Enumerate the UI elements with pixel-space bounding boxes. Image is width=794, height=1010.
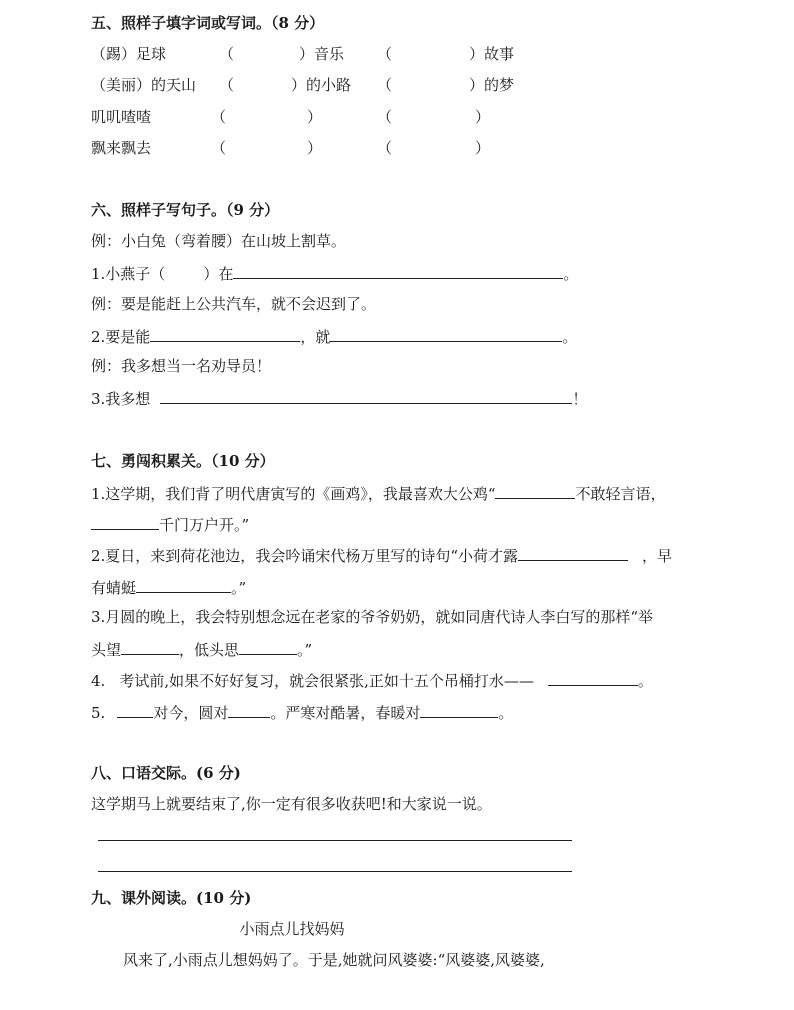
q1-prefix: 1.小燕子（: [91, 265, 166, 283]
q7-4-num: 4.: [91, 672, 106, 690]
q7-4-end: 。: [637, 672, 653, 690]
row3-b-close: ）: [307, 108, 323, 126]
section7-q1-line2: [91, 513, 754, 535]
section7-q3-line2: [91, 638, 754, 660]
q2-prefix: 2.要是能: [91, 328, 151, 346]
q3-prefix: 3.我多想: [91, 390, 151, 408]
section6-q2: [91, 325, 754, 347]
section7-q2-line1: [91, 544, 754, 566]
q1-end: 。: [563, 265, 579, 283]
row4-c-open: （: [377, 139, 393, 157]
row2-b-close: ）的小路: [291, 76, 352, 94]
q7-1-text-b: 不敢轻言语，: [575, 485, 666, 503]
q7-2-text-b: ，早: [641, 547, 672, 565]
row4-b-close: ）: [307, 139, 323, 157]
q7-5-blank-3[interactable]: [420, 701, 498, 718]
section6-q3: [91, 387, 754, 409]
q7-1-blank-1[interactable]: [495, 482, 575, 499]
q7-5-end: 。: [498, 704, 514, 722]
q7-3-text-a: 头望: [91, 641, 122, 659]
section9-title: 九、课外阅读。(10 分): [91, 889, 252, 907]
answer-line-1[interactable]: [98, 840, 572, 841]
section7-title: 七、勇闯积累关。（10 分）: [91, 452, 275, 470]
row1-example: （踢）足球: [91, 45, 167, 63]
q7-3-text-b: ，低头思: [179, 641, 240, 659]
section5-title: 五、照样子填字词或写词。（8 分）: [91, 14, 325, 32]
q7-5-blank-2[interactable]: [228, 701, 270, 718]
q7-2-text-d: 。”: [231, 579, 247, 597]
q7-4-blank[interactable]: [548, 669, 638, 686]
q7-1-text-c: 千门万户开。”: [159, 516, 250, 534]
q7-3-text-c: 。”: [297, 641, 313, 659]
row1-c-open: （: [377, 45, 393, 63]
q7-2-text-a: 2.夏日，来到荷花池边，我会吟诵宋代杨万里写的诗句“小荷才露: [91, 547, 518, 565]
row2-c-open: （: [377, 76, 393, 94]
q3-blank[interactable]: [160, 387, 572, 404]
q7-3-blank-2[interactable]: [239, 638, 297, 655]
section6-example3: 例：我多想当一名劝导员！: [91, 357, 272, 375]
q7-2-text-c: 有蜻蜓: [91, 579, 137, 597]
q1-mid: ）在: [203, 265, 234, 283]
answer-line-2[interactable]: [98, 871, 572, 872]
section7-q3-line1: 3.月圆的晚上，我会特别想念远在老家的爷爷奶奶，就如同唐代诗人李白写的那样“举: [91, 608, 653, 626]
q7-1-blank-2[interactable]: [91, 513, 159, 530]
row4-example: 飘来飘去: [91, 139, 152, 157]
q7-2-blank-1[interactable]: [518, 544, 628, 561]
section7-q4: [91, 669, 754, 691]
q7-4-text: 考试前,如果不好好复习，就会很紧张,正如十五个吊桶打水——: [119, 672, 534, 690]
q3-end: ！: [572, 390, 588, 408]
row2-c-close: ）的梦: [469, 76, 515, 94]
q7-5-text-a: 对今，圆对: [153, 704, 229, 722]
row4-c-close: ）: [475, 139, 491, 157]
row1-c-close: ）故事: [469, 45, 515, 63]
story-paragraph-1: 风来了,小雨点儿想妈妈了。于是,她就问风婆婆:“风婆婆,风婆婆,: [123, 951, 545, 969]
section6-title: 六、照样子写句子。（9 分）: [91, 201, 280, 219]
q2-blank-2[interactable]: [330, 325, 562, 342]
q7-5-text-b: 。严寒对酷暑，春暖对: [270, 704, 421, 722]
row3-c-open: （: [377, 108, 393, 126]
q7-2-blank-2[interactable]: [136, 576, 231, 593]
row3-b-open: （: [211, 108, 227, 126]
section7-q5: [91, 701, 754, 723]
q1-answer-blank[interactable]: [233, 262, 563, 279]
section6-example1: 例：小白兔（弯着腰）在山坡上割草。: [91, 232, 347, 250]
q7-5-num: 5.: [91, 704, 106, 722]
section7-q2-line2: [91, 576, 754, 598]
section8-title: 八、口语交际。(6 分): [91, 764, 241, 782]
row1-b-open: （: [219, 45, 235, 63]
q7-1-text-a: 1.这学期，我们背了明代唐寅写的《画鸡》，我最喜欢大公鸡“: [91, 485, 496, 503]
q7-3-blank-1[interactable]: [121, 638, 179, 655]
row1-b-close: ）音乐: [299, 45, 345, 63]
row3-example: 叽叽喳喳: [91, 108, 152, 126]
section6-example2: 例：要是能赶上公共汽车，就不会迟到了。: [91, 295, 377, 313]
row3-c-close: ）: [475, 108, 491, 126]
story-title: 小雨点儿找妈妈: [239, 920, 345, 938]
q7-5-blank-1[interactable]: [117, 701, 153, 718]
section8-prompt: 这学期马上就要结束了,你一定有很多收获吧!和大家说一说。: [91, 795, 492, 813]
q2-blank-1[interactable]: [150, 325, 300, 342]
q2-end: 。: [562, 328, 578, 346]
row2-b-open: （: [219, 76, 235, 94]
section6-q1: [91, 262, 754, 284]
row4-b-open: （: [211, 139, 227, 157]
q2-mid: ，就: [300, 328, 331, 346]
section7-q1-line1: [91, 482, 754, 504]
row2-example: （美丽）的天山: [91, 76, 197, 94]
